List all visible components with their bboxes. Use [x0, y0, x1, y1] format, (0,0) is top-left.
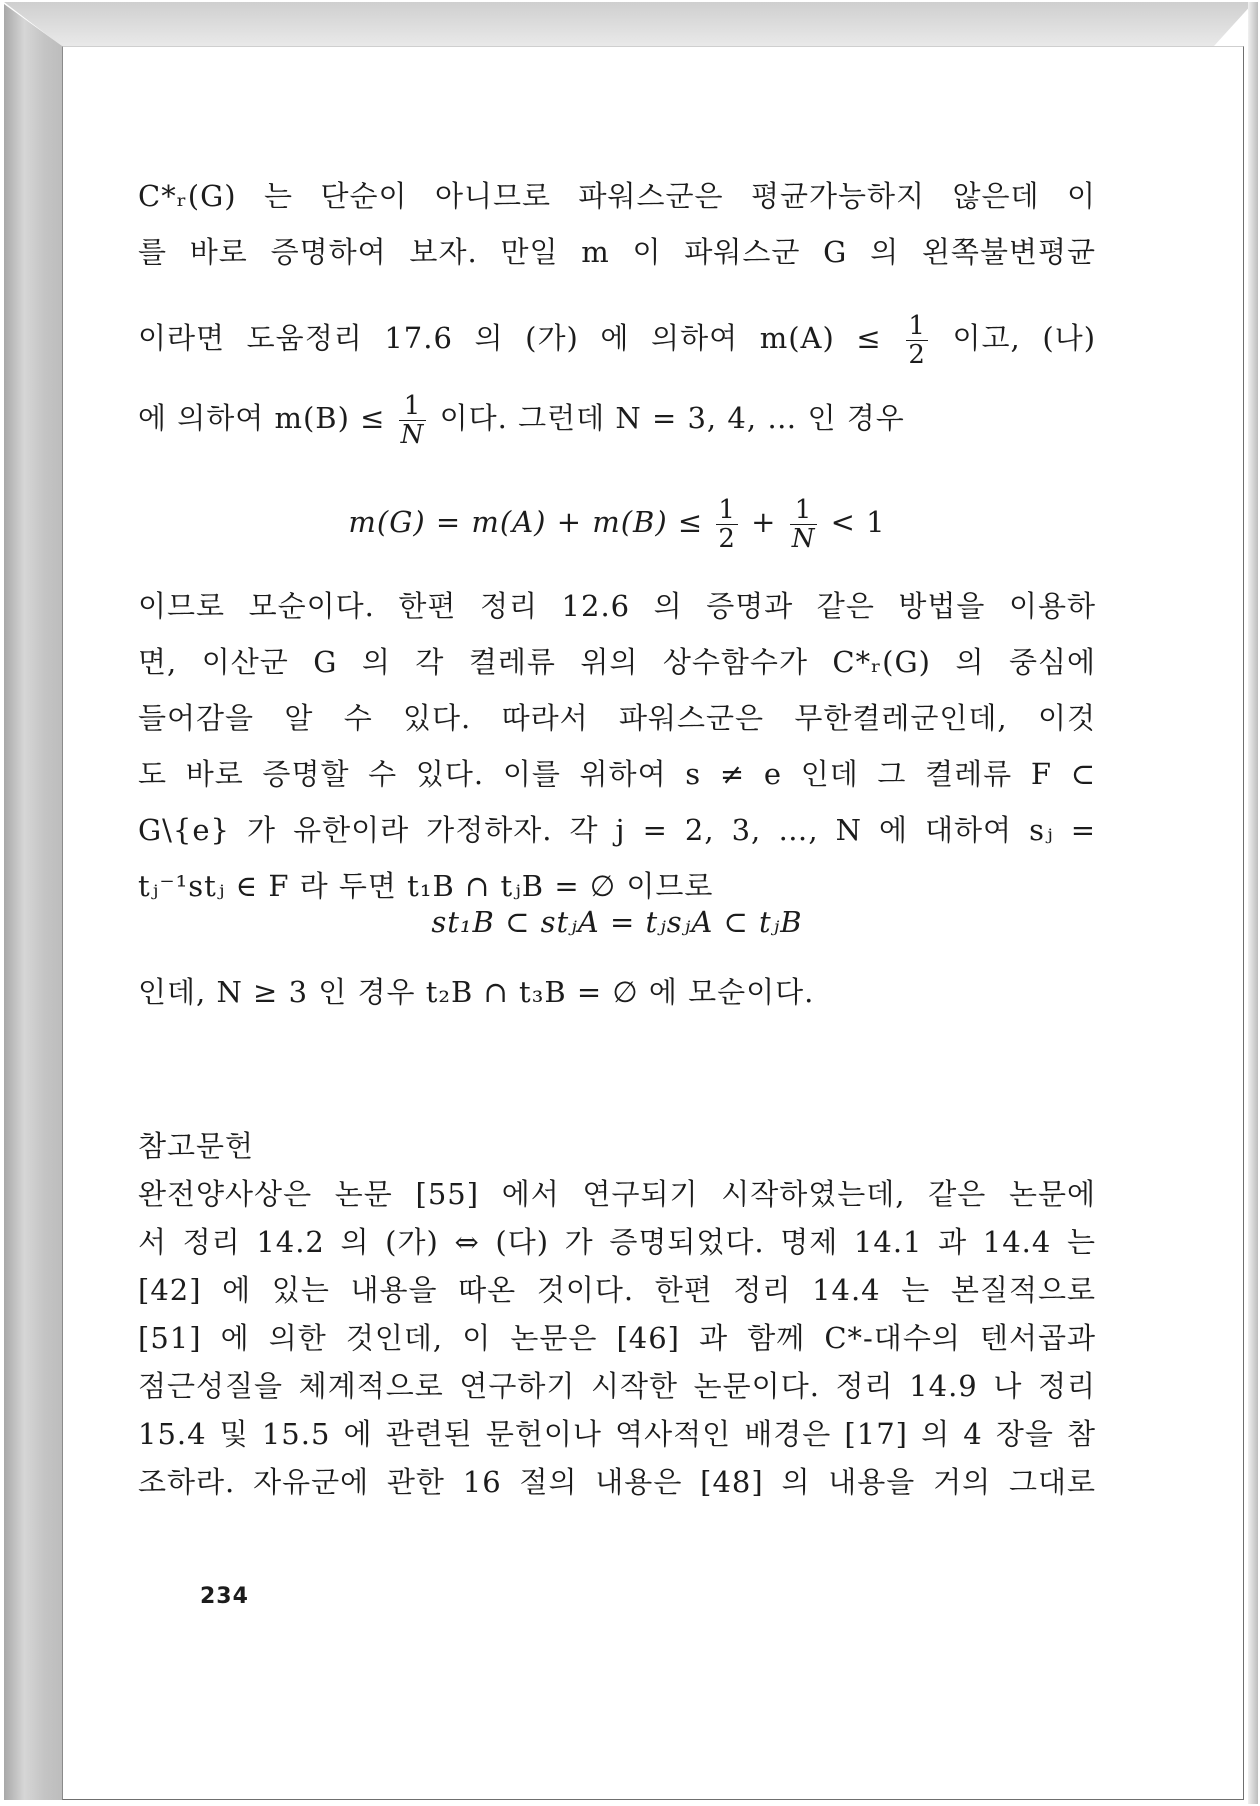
fraction-numerator: 1: [790, 496, 818, 525]
text-line: 들어감을 알 수 있다. 따라서 파워스군은 무한켤레군인데, 이것: [138, 701, 1096, 735]
fraction-numerator: 1: [718, 494, 736, 525]
text-segment: 이다. 그런데 N = 3, 4, … 인 경우: [439, 401, 905, 435]
fraction-numerator: 1: [399, 392, 427, 421]
text-line: 조하라. 자유군에 관한 16 절의 내용은 [48] 의 내용을 거의 그대로: [138, 1465, 1096, 1499]
text-line: 인데, N ≥ 3 인 경우 t₂B ∩ t₃B = ∅ 에 모순이다.: [138, 975, 815, 1009]
text-line: 를 바로 증명하여 보자. 만일 m 이 파워스군 G 의 왼쪽불변평균: [138, 235, 1096, 269]
fraction-denominator: 2: [718, 523, 736, 554]
book-right-edge: [1248, 2, 1258, 1804]
equation-segment: < 1: [830, 505, 886, 539]
text-line: 15.4 및 15.5 에 관련된 문헌이나 역사적인 배경은 [17] 의 4 장을 참: [138, 1417, 1096, 1451]
paragraph-references: [138, 1170, 1096, 1506]
paragraph-2: [138, 582, 1096, 910]
text-segment: 에 의하여 m(B) ≤: [138, 401, 386, 435]
fraction-one-half: [716, 496, 738, 553]
fraction-numerator: 1: [908, 310, 926, 341]
text-line: G\{e} 가 유한이라 가정하자. 각 j = 2, 3, …, N 에 대하여 sⱼ =: [138, 813, 1096, 847]
text-line: 이므로 모순이다. 한편 정리 12.6 의 증명과 같은 방법을 이용하: [138, 589, 1096, 623]
plus-sign: +: [751, 505, 777, 539]
page-number: 234: [200, 1584, 249, 1609]
text-line: C*ᵣ(G) 는 단순이 아니므로 파워스군은 평균가능하지 않은데 이: [138, 179, 1096, 213]
section-heading-references: 참고문헌: [138, 1129, 255, 1163]
fraction-one-over-n: [790, 496, 818, 553]
paragraph-3: [138, 968, 1096, 1016]
fraction-one-half: [906, 312, 928, 369]
paragraph-1-line-3: [138, 308, 1096, 368]
text-line: 도 바로 증명할 수 있다. 이를 위하여 s ≠ e 인데 그 켤레류 F ⊂: [138, 757, 1096, 791]
text-line: [51] 에 의한 것인데, 이 논문은 [46] 과 함께 C*-대수의 텐서곱과: [138, 1321, 1096, 1355]
text-segment: 이고, (나): [952, 321, 1096, 355]
text-line: [42] 에 있는 내용을 따온 것이다. 한편 정리 14.4 는 본질적으로: [138, 1273, 1096, 1307]
text-line: 완전양사상은 논문 [55] 에서 연구되기 시작하였는데, 같은 논문에: [138, 1177, 1096, 1211]
fraction-one-over-n: [399, 392, 427, 449]
book-top-edge: [4, 2, 1254, 46]
equation-2: st₁B ⊂ stⱼA = tⱼsⱼA ⊂ tⱼB: [431, 905, 803, 939]
text-line: 면, 이산군 G 의 각 켤레류 위의 상수함수가 C*ᵣ(G) 의 중심에: [138, 645, 1096, 679]
text-segment: 이라면 도움정리 17.6 의 (가) 에 의하여 m(A) ≤: [138, 321, 882, 355]
book-spine: [4, 4, 62, 1800]
text-line: 점근성질을 체계적으로 연구하기 시작한 논문이다. 정리 14.9 나 정리: [138, 1369, 1096, 1403]
text-line: 서 정리 14.2 의 (가) ⇔ (다) 가 증명되었다. 명제 14.1 과 14.4 는: [138, 1225, 1096, 1259]
fraction-denominator: N: [791, 523, 816, 554]
fraction-denominator: 2: [908, 339, 926, 368]
paragraph-1-line-4: [138, 388, 1096, 448]
text-line: tⱼ⁻¹stⱼ ∈ F 라 두면 t₁B ∩ tⱼB = ∅ 이므로: [138, 869, 714, 903]
paragraph-1: [138, 172, 1096, 276]
fraction-denominator: N: [400, 419, 425, 448]
equation-segment: m(G) = m(A) + m(B) ≤: [348, 505, 704, 539]
equation-1: [138, 490, 1096, 554]
